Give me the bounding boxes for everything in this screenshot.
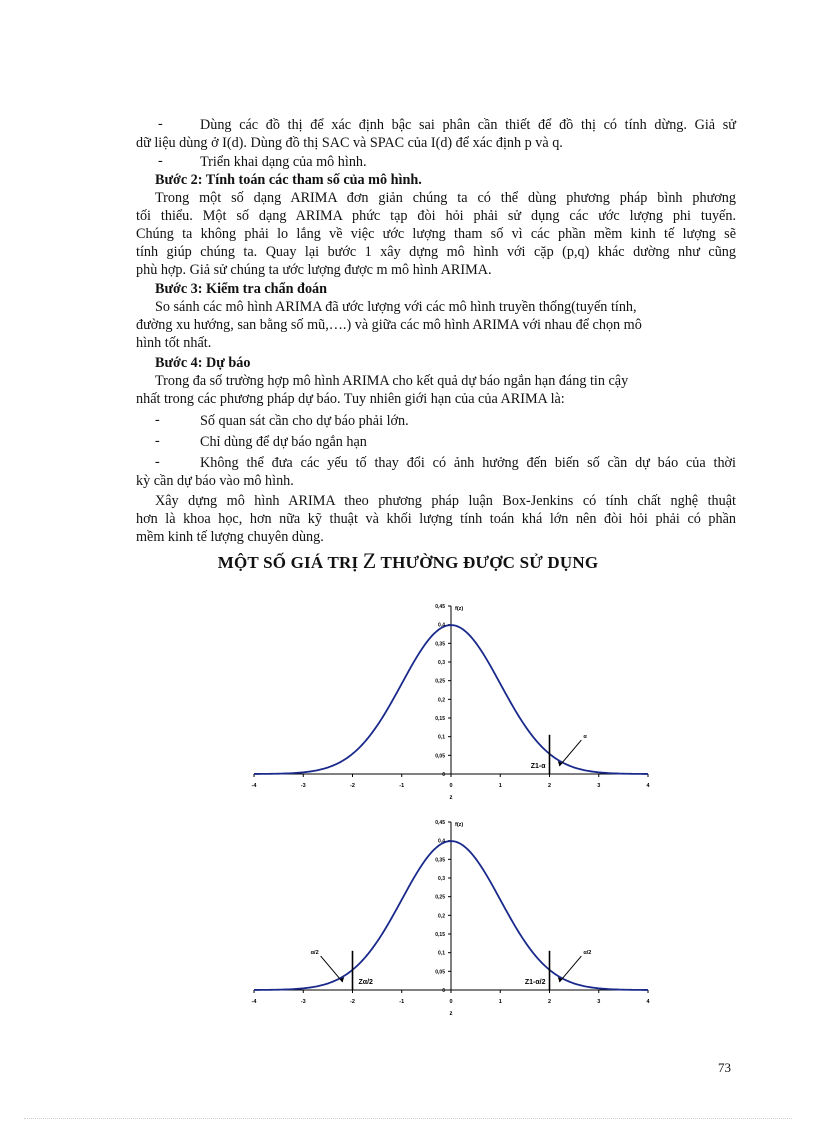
text-line: dữ liệu dùng ở I(d). Dùng đồ thị SAC và SPAC của I(d) để xác định p và q. bbox=[136, 135, 563, 151]
y-tick-label: 0,05 bbox=[435, 753, 445, 760]
text-line: tính giúp chúng ta. Quay lại bước 1 xây dựng mô hình với cặp (p,q) khác dường như cũng bbox=[136, 244, 736, 260]
x-tick-label: -3 bbox=[300, 999, 306, 1005]
y-tick-label: 0,4 bbox=[438, 622, 445, 629]
bullet-item: Chỉ dùng để dự báo ngắn hạn bbox=[200, 434, 367, 450]
text-line: hình tốt nhất. bbox=[136, 335, 212, 351]
text-line: Chúng ta không phải lo lắng về việc ước lượng tham số vì các phần mềm kinh tế lượng sẽ bbox=[136, 226, 736, 242]
y-tick-label: 0,3 bbox=[438, 876, 445, 882]
heading-step3: Bước 3: Kiểm tra chẩn đoán bbox=[155, 281, 328, 297]
x-tick-label: -1 bbox=[399, 783, 405, 789]
y-tick-label: 0,1 bbox=[438, 734, 445, 741]
x-tick-label: -4 bbox=[251, 783, 257, 789]
y-tick-label: 0,3 bbox=[438, 660, 445, 666]
section-title bbox=[120, 548, 696, 574]
page-number: 73 bbox=[718, 1060, 731, 1075]
dash-marker: - bbox=[158, 116, 163, 132]
y-tick-label: 0 bbox=[442, 988, 445, 994]
dash-marker: - bbox=[155, 433, 160, 449]
y-axis-label: f(z) bbox=[455, 822, 464, 828]
y-tick-label: 0 bbox=[442, 772, 445, 778]
x-tick-label: -1 bbox=[399, 999, 405, 1005]
y-tick-label: 0,25 bbox=[435, 678, 445, 685]
x-axis-label: z bbox=[449, 1011, 453, 1017]
text-line: So sánh các mô hình ARIMA đã ước lượng với các mô hình truyền thống(tuyến tính, bbox=[155, 299, 637, 315]
text-line: đường xu hướng, san bằng số mũ,….) và giữa các mô hình ARIMA với nhau để chọn mô bbox=[136, 317, 642, 333]
x-tick-label: -3 bbox=[300, 783, 306, 789]
critical-value-label: Z1-α bbox=[530, 763, 546, 770]
annotation-arrow bbox=[321, 956, 343, 982]
annotation-label: α bbox=[583, 734, 587, 741]
x-axis-label: z bbox=[449, 795, 453, 801]
title-z: Z bbox=[362, 548, 377, 573]
annotation-label: α/2 bbox=[310, 950, 319, 957]
text-line: nhất trong các phương pháp dự báo. Tuy nhiên giới hạn của của ARIMA là: bbox=[136, 391, 565, 407]
annotation-arrow bbox=[559, 740, 581, 766]
x-tick-label: 4 bbox=[646, 783, 650, 789]
text-line: tối thiểu. Một số dạng ARIMA phức tạp đòi hỏi phải sử dụng các ước lượng phi tuyến. bbox=[136, 208, 736, 224]
y-tick-label: 0,2 bbox=[438, 697, 445, 704]
y-tick-label: 0,15 bbox=[435, 932, 445, 938]
text-line: Trong đa số trường hợp mô hình ARIMA cho kết quả dự báo ngắn hạn đáng tin cậy bbox=[155, 373, 629, 389]
x-tick-label: 3 bbox=[597, 783, 601, 789]
y-tick-label: 0,4 bbox=[438, 838, 445, 845]
paragraph-step1-continued bbox=[136, 116, 736, 152]
x-tick-label: 0 bbox=[449, 999, 453, 1005]
normal-curve-chart-two-tailed bbox=[240, 812, 660, 1022]
x-tick-label: 2 bbox=[547, 783, 552, 789]
y-tick-label: 0,05 bbox=[435, 969, 445, 976]
x-tick-label: 2 bbox=[547, 999, 552, 1005]
bullet-item: Số quan sát cần cho dự báo phải lớn. bbox=[200, 413, 409, 429]
text-line: hơn là khoa học, hơn nữa kỹ thuật và khối lượng tính toán khá lớn nên đòi hỏi phải có phần bbox=[136, 511, 736, 527]
dash-marker: - bbox=[155, 454, 160, 470]
heading-step4: Bước 4: Dự báo bbox=[155, 355, 251, 371]
y-tick-label: 0,45 bbox=[435, 820, 445, 826]
text-line: Trong một số dạng ARIMA đơn giản chúng ta có thể dùng phương pháp bình phương bbox=[155, 190, 736, 206]
paragraph-step2 bbox=[136, 189, 736, 279]
dash-marker: - bbox=[158, 153, 163, 169]
x-tick-label: -2 bbox=[350, 999, 355, 1005]
text-line: Không thể đưa các yếu tố thay đổi có ảnh hưởng đến biến số cần dự báo của thời bbox=[200, 455, 736, 471]
annotation-arrow bbox=[559, 956, 581, 982]
paragraph-step3 bbox=[136, 298, 736, 352]
footer-divider bbox=[24, 1118, 792, 1119]
text-line: kỳ cần dự báo vào mô hình. bbox=[136, 473, 294, 489]
paragraph-conclusion bbox=[136, 492, 736, 546]
x-tick-label: 3 bbox=[597, 999, 601, 1005]
y-tick-label: 0,15 bbox=[435, 716, 445, 722]
normal-curve-chart-one-tailed bbox=[240, 596, 660, 806]
paragraph-model-form bbox=[136, 153, 736, 171]
critical-value-label: Z1-α/2 bbox=[524, 979, 546, 986]
x-tick-label: 0 bbox=[449, 783, 453, 789]
x-tick-label: -4 bbox=[251, 999, 257, 1005]
dash-marker: - bbox=[155, 412, 160, 428]
x-tick-label: -2 bbox=[350, 783, 355, 789]
y-tick-label: 0,2 bbox=[438, 913, 445, 920]
y-tick-label: 0,35 bbox=[435, 857, 445, 864]
text-line: phù hợp. Giả sử chúng ta ước lượng được m mô hình ARIMA. bbox=[136, 262, 492, 278]
bullet-item bbox=[136, 454, 736, 490]
heading-step2: Bước 2: Tính toán các tham số của mô hình. bbox=[155, 172, 422, 188]
y-tick-label: 0,45 bbox=[435, 604, 445, 610]
title-part: THƯỜNG ĐƯỢC SỬ DỤNG bbox=[376, 553, 599, 572]
y-tick-label: 0,1 bbox=[438, 950, 445, 957]
x-tick-label: 1 bbox=[498, 999, 502, 1005]
text-line: mềm kinh tế lượng chuyên dùng. bbox=[136, 529, 324, 545]
y-tick-label: 0,25 bbox=[435, 894, 445, 901]
y-axis-label: f(z) bbox=[455, 606, 464, 612]
x-tick-label: 1 bbox=[498, 783, 502, 789]
critical-value-label: Zα/2 bbox=[358, 979, 373, 986]
x-tick-label: 4 bbox=[646, 999, 650, 1005]
text-line: Dùng các đồ thị để xác định bậc sai phân cần thiết để đồ thị có tính dừng. Giả sử bbox=[200, 117, 736, 133]
text-line: Xây dựng mô hình ARIMA theo phương pháp luận Box-Jenkins có tính chất nghệ thuật bbox=[155, 493, 736, 509]
paragraph-step4 bbox=[136, 372, 736, 408]
title-part: MỘT SỐ GIÁ TRỊ bbox=[217, 553, 363, 572]
annotation-label: α/2 bbox=[583, 950, 592, 957]
text-line: Triển khai dạng của mô hình. bbox=[200, 154, 367, 170]
y-tick-label: 0,35 bbox=[435, 641, 445, 648]
